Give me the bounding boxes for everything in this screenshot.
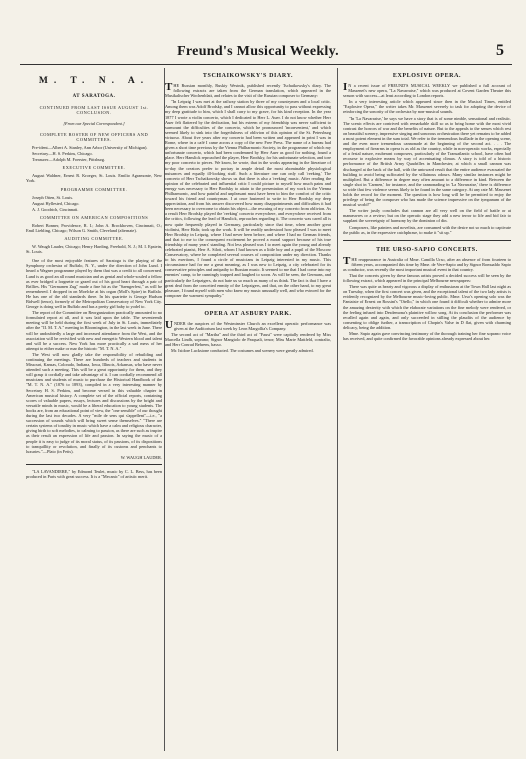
footnote: "LA LAVANDIERE," by Edmond Teulet, music by C. L. Bess, has been produced in Paris with great success. It is a "Mecanic" of artistic merit.: [26, 468, 162, 479]
column-3: [343, 72, 511, 752]
paragraph: The second act of "Martha" and the third act of "Faust" were capitally rendered by Miss Marcella Lindh, soprano; Signor Mangiolo de Pasquali, tenor; Miss Marie Mattfeld, contralto, and Herr Conrad Behrens, basso.: [165, 332, 331, 348]
paragraph: In a very interesting article which appeared since then in the Musical Times, entitled "Explosive Opera," the writer takes Mr. Massenet severely to task for adopting the device of reinforcing the sonority of the orchestra by non-musical sounds.: [343, 99, 511, 115]
page-number: 5: [496, 42, 504, 59]
paragraph: Mr. Isidore Luckstone conducted. The costumes and scenery were greatly admired.: [171, 348, 314, 354]
roster-heading: COMPLETE ROSTER OF NEW OFFICERS AND COMMITTEES.: [39, 132, 149, 143]
column-1: [26, 72, 162, 752]
paragraph: The writer justly concludes that cannon are all very well on the field of battle or at manœuvres or a review; but on the operatic stage they add a new terror to life and bid fair to supplant the sovereignty of harmony by the dominion of din.: [343, 208, 511, 224]
auditing-list: W. Waugh Lauder, Chicago; Henry Harding, Freehold, N. J.; M. I. Epstein, St. Louis.: [26, 244, 162, 255]
paragraph: The report of the Committee on Reorganization practically amounted to no formulated report at all, and it was laid upon the table. The seventeenth meeting will be held during the first week of July in St. Louis, immediately after the "II. M. T. A." meeting in Bloomington, in the last week in June. There will be undoubtedly a large and increased attendance from the West, and the association will be revivified with new and energetic Western blood and talent and will be a success. New York has more practically a sad mess of her attempt to either make or mar the historic "M. T. N. A.": [26, 310, 162, 351]
paragraph: HE reappearance in Australia of Mme. Camilla Urso, after an absence of from fourteen to fifteen years, accompanied this time by Mme. de Vere-Sapio and by Signor Romualdo Sapio as conductor, was recently the most important musical event in that country.: [343, 256, 511, 272]
programme-heading: PROGRAMME COMMITTEE.: [60, 186, 128, 192]
executive-list: August Waldner, Ernest R. Kroeger, St. Louis. Emilio Agramonte, New York.: [26, 173, 162, 184]
american-compositions-heading: COMMITTEE ON AMERICAN COMPOSITIONS: [39, 214, 149, 220]
divider: [26, 464, 162, 465]
auditing-heading: AUDITING COMMITTEE.: [64, 236, 124, 242]
programme-member-3: A. J. Goodrich, Cincinnati.: [32, 206, 79, 212]
masthead-mtna: M. T. N. A.: [38, 76, 150, 86]
divider: [343, 240, 511, 241]
column-2: [165, 72, 331, 752]
correspondent-line: [From our Special Correspondent.]: [63, 121, 125, 126]
drop-cap: U: [165, 318, 173, 331]
quoted-paragraph: There was quite as hearty and vigorous a display of enthusiasm at the Town Hall last night as on Tuesday, when the first concert was given, and the exceptional talent of the two lady artists is evidently recognized by the Melbourne music-loving public. Mme. Urso's opening solo was the Fantaisie of Ernest on Rossini's "Otello," in which one found it difficult whether to admire more the amazing dexterity with which the elaborate variations on the fine melody were rendered, or the feeling infused into Desdemona's plaintive willow song. At its conclusion the performer was recalled again and again, and only succeeded in stilling the plaudits of the audience by consenting to oblige further, a transcription of Chopin's Valse in D flat, given with charming delicacy, being the addition.: [343, 284, 511, 330]
article-subhead: AT SARATOGA.: [72, 94, 116, 99]
author-signature: W. WAUGH LAUDER.: [120, 454, 162, 460]
paragraph: Composers, like painters and novelists, are consumed with the desire not so much to captivate the public as, in the expressive catchphrase, to make it "sit up.": [343, 224, 511, 235]
paragraph: NDER the auspices of the Westminster Church an excellent operatic performance was given at the Auditorium last week by Leon Margollia's Company.: [173, 320, 331, 332]
article-heading: TSCHAIKOWSKY'S DIARY.: [202, 73, 294, 79]
drop-cap: I: [343, 81, 348, 93]
paragraph: That the concerts given by these famous artists proved a decided success will be seen by the following extract, which appeared in the principal Melbourne newspapers:: [343, 273, 511, 284]
programme-member-2: August Hyllested, Chicago.: [32, 200, 80, 206]
paragraph: N a recent issue of FREUND'S MUSICAL WEEKLY we published a full account of Massenet's new opera, "La Navarraise," which was produced at Covent Garden Theatre this season with success—at least according to London reports.: [343, 83, 511, 99]
american-compositions-list: Robert Bonner, Providence, R. I.; John A. Brockhoven, Cincinnati, O.; Emil Liebling, Chicago; Wilson G. Smith, Cleveland (alternate).: [26, 222, 162, 233]
article-heading: THE URSO-SAPIO CONCERTS.: [376, 246, 478, 253]
drop-cap: T: [343, 254, 351, 267]
continued-line: CONTINUED FROM LAST ISSUE AUGUST 1st.: [39, 105, 149, 110]
drop-cap: T: [165, 81, 173, 93]
paragraph: The West will now gladly take the responsibility of rebuilding and continuing the meetings. There are hundreds of teachers and students in Missouri, Kansas, Colorado, Indiana, Iowa, Illinois, Arkansas, who have never attended such a meeting. This will be a great opportunity for them, and they will grasp it cordially and take advantage of it. I can cordially recommend all musicians and students of music to purchase the Historical Handbook of the "M. T. N. A." (1876 to 1893), compiled in a very interesting manner by Secretary H. S. Perkins, and become versed in this valuable chapter in American musical history. A complete set of the official reports, containing scores of valuable papers, essays, lectures and discussions by the bright and versatile minds in music, would be a liberal education to young students. The books are, from an educational point of view, the "one sensible" of our thought during the last two decades. A very "mile de sens qui s'appellent"—i.e., "a succession of sounds which will bring sweet sense themselves." "There are certain systems of tonality in music which have a calm and religious character, giving birth to soft melodies, to calming to passion, as there are such as inspire as their result an expression of life and passion. In saying the music of a people it is easy to judge of its moral status, of its passions, of its dispositions to tranquillity or revolution, and finally of its customs and penchants to luxuries."—Plato (in Fetis).: [26, 351, 162, 454]
quoted-paragraph: "In 'La Navarraise,' he says we have a story that is of some nimble, sensational and realistic. The scenic effects are contrived with remarkable skill so as to bring home with the most vivid contrast the horrors of war and the benefits of nature. But to the appeals to the senses which rest on beautiful scenery, impressive singing and sonorous orchestration there yet remains to be added a most potent element in the sum total. We refer to the tremendous fusillade in the opening scene, and the even more tremendous cannonade at the beginning of the second act. . . . The employment of firearms in opera is as old as the country, while in non-operatic works, especially of a festal nature, exuberant composers, particularly of the Transatlantic school, have often had recourse to explosive means by way of accentuating climax. A story is told of a historic performance of the British Army Quadrilles in Manchester, at which a small cannon was discharged at the back of the hall, with the untoward result that the entire audience evacuated the building to avoid being suffocated by the villainous odours. Many similar instances might be multiplied. But a difference in degree may often amount to a difference in kind. Between the single shot in 'Carmen,' for instance, and the cannonading in 'La Navarraise,' there is difference so wide that few violence seems likely to be found in the same category. At any rate M. Massenet holds the record for the moment. The question is how long will he be permitted to enjoy the privilege of being the composer who has made the science impressive on the tympanum of the musical world!": [343, 115, 511, 208]
page-header: [20, 38, 504, 60]
article-heading: EXPLOSIVE OPERA.: [392, 73, 462, 79]
executive-heading: EXECUTIVE COMMITTEE.: [62, 165, 126, 171]
article-heading: OPERA AT ASBURY PARK.: [204, 310, 292, 317]
programme-member-1: Joseph Otten, St. Louis.: [32, 194, 74, 200]
paragraph: "In Leipzig I was met at the railway station by three of my countrymen and a local critic. Among them was Adolf Brodsky, and I cannot allow this opportunity to pass without expressing my deep gratitude to him, which I shall carry to my grave, for his kind reception. In the year 1877 I wrote a violin concerto, which I dedicated to Herr L. Auer. I do not know whether Herr Auer felt flattered by the dedication, but his esteem of my friendship was never sufficient to surmount the difficulties of the concerto, which he pronounced 'inconvenient,' and which seemed likely to sink into the forgetfulness of oblivion of this opinion of the St. Petersburg virtuoso. About five years after my concerto had been written and appeared in print I was in Rome, where in a café I came across a copy of the new Free Press. The name of a bureau had given a short time previous by the Vienna Philharmonic Society, in the programme of which my unfortunate concerto, which had been condemned by Herr Auer as good for nothing, found a place. Herr Hanslick reproached the player, Herr Brodsky, for his unfortunate selection, and tore my poor concerto to pieces. We know, he wrote, that in the works appearing in the literature of to-day the creators prefer to portray in ample detail the most abominable physiological nuisances and equally ill-looking stuff. Such a literature one can only call 'reeking.' The concerto of Herr Tschaikowsky shows us that there is also a 'reeking' music. After reading the opinion of the celebrated and influential critic I could picture to myself how much pains and energy was necessary to Herr Brodsky to attain to the presentation of my work in the Vienna Philharmonic, and how painful and unpleasant must have been to him the comfort of the critic toward his friend and countryman. I at once hastened to write to Herr Brodsky my deep appreciation, and from his answer discovered how many disappointments and difficulties it had been necessary to overcome to obtain his object—the rescuing of my concerto from oblivion. As a result Herr Brodsky played the 'reeking' concerto everywhere, and everywhere received from the critics, following the lead of Hanslick, reproaches regarding it. The concerto was cared all is now quite frequently played in Germany, particularly since that time, when another great violinist, Herr Halir, took up the work. It will be readily understood how pleased I was to meet Herr Brodsky in Leipzig, where I had never been before, and where I had no German friends, and that to me to the consequent excitement he proved a moral support because of his true friendship of many years' standing. Not less pleased was I to meet again the young and already celebrated pianist, Herr A. Siloti, whom I had known as a little boy and a pupil of the Moscow Conservatory, where he completed several courses of composition under my direction. Thanks to his exertions, I found a circle of musicians in Leipzig interested in my music. This circumstance had for me a great meaning, as I was new to Leipzig, a city celebrated for its conservative principles and antipathy to Russian music. It seemed to me that I had come into my enemies' camp, to be cunningly trapped and laughed to scorn. As will be seen, the Germans, and particularly the Leipzigers, do not hate us so much as many of us think. The fact is that I have a great deal from the conceited enmity of the Leipzigers, and that, on the other hand, to my great pleasure, I found myself with men who knew my music unusually well, and who evinced for the composer the warmest sympathy.": [165, 99, 331, 298]
divider: [165, 304, 331, 305]
conclusion-line: CONCLUSION.: [76, 110, 112, 115]
header-rule: [20, 64, 512, 65]
paragraph: HE Russian monthly, Ruskiy Westnik, published recently Tschaikowsky's diary. The following extracts are taken from the German translation, which appeared in the Musikalischer Wochenblatt, and relates to the visit of the Russian composer to Germany:: [165, 83, 331, 99]
publication-title: Freund's Musical Weekly.: [177, 44, 339, 59]
column-rule-2: [337, 68, 338, 751]
quoted-paragraph: Mme. Sapio again gave convincing testimony of the thorough training her fine soprano voice has received, and quite confirmed the favorable opinions already expressed about her.: [343, 331, 511, 342]
treasurer-line: Treasurer—Adolph M. Foerster, Pittsburg.: [32, 157, 106, 163]
paragraph: One of the most enjoyable features of Saratoga is the playing of the Symphony orchestra of Buffalo, N. Y., under the direction of John Lund. I heard a Wagner programme played by them that was a credit to all concerned. Lund is as good an all round musician and as genial and whole-souled a fellow as ever bridged a lorgnette or gazed out of his good heart through a pair of Brillies. His "Germanen Zug" made a fine hit as the "Saengerfest," as will be remembered. I dropped in on Moelcke at his organ (Moll's Spire) in Buffalo. He has one of the old standards there. In his quartette is George Hudson Bidwell (tenor), formerly of the Metropolitan Conservatory of New York City. George is doing well in Buffalo and has a pretty girl baby to yodel to.: [26, 258, 162, 310]
secretary-line: Secretary—H. S. Perkins, Chicago.: [32, 151, 93, 157]
president-line: Pre-ident—Albert A. Stanley, Ann Arbor (University of Michigan).: [32, 145, 148, 151]
